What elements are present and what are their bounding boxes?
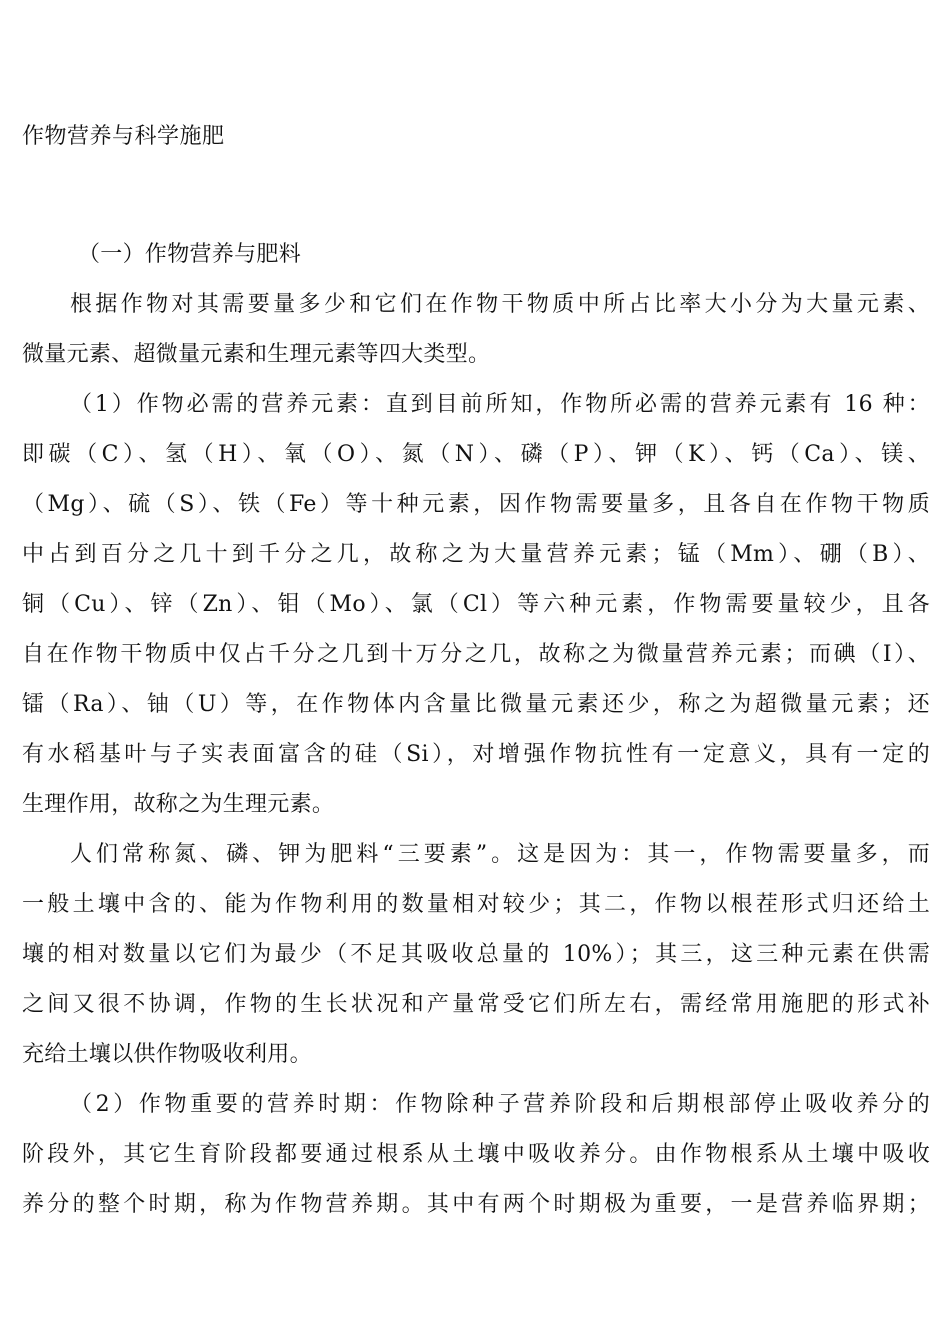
text-line: 即碳（C）、氢（H）、氧（O）、氮（N）、磷（P）、钾（K）、钙（Ca）、镁、 (22, 442, 930, 467)
text-line: 根据作物对其需要量多少和它们在作物干物质中所占比率大小分为大量元素、 (70, 292, 930, 317)
text-line: 铜（Cu）、锌（Zn）、钼（Mo）、氯（Cl）等六种元素，作物需要量较少，且各 (22, 592, 930, 617)
text-line: 生理作用，故称之为生理元素。 (22, 792, 335, 817)
text-line: 有水稻基叶与子实表面富含的硅（Si），对增强作物抗性有一定意义，具有一定的 (22, 742, 930, 767)
document-title: 作物营养与科学施肥 (22, 124, 225, 149)
text-line: （2）作物重要的营养时期：作物除种子营养阶段和后期根部停止吸收养分的 (70, 1092, 930, 1117)
text-line: 微量元素、超微量元素和生理元素等四大类型。 (22, 342, 491, 367)
text-line: 自在作物干物质中仅占千分之几到十万分之几，故称之为微量营养元素；而碘（I）、 (22, 642, 930, 667)
text-line: （1）作物必需的营养元素：直到目前所知，作物所必需的营养元素有 16 种： (70, 392, 930, 417)
text-line: 之间又很不协调，作物的生长状况和产量常受它们所左右，需经常用施肥的形式补 (22, 992, 930, 1017)
text-line: 中占到百分之几十到千分之几，故称之为大量营养元素；锰（Mm）、硼（B）、 (22, 542, 930, 567)
text-line: 阶段外，其它生育阶段都要通过根系从土壤中吸收养分。由作物根系从土壤中吸收 (22, 1142, 930, 1167)
text-line: 镭（Ra）、铀（U）等，在作物体内含量比微量元素还少，称之为超微量元素；还 (22, 692, 930, 717)
text-line: 壤的相对数量以它们为最少（不足其吸收总量的 10%）；其三，这三种元素在供需 (22, 942, 930, 967)
text-line: 人们常称氮、磷、钾为肥料“三要素”。这是因为：其一，作物需要量多，而 (70, 842, 930, 867)
text-line: （Mg）、硫（S）、铁（Fe）等十种元素，因作物需要量多，且各自在作物干物质 (22, 492, 930, 517)
text-line: 充给土壤以供作物吸收利用。 (22, 1042, 312, 1067)
text-line: （一）作物营养与肥料 (78, 242, 302, 267)
text-line: 养分的整个时期，称为作物营养期。其中有两个时期极为重要，一是营养临界期； (22, 1192, 930, 1217)
text-line: 一般土壤中含的、能为作物利用的数量相对较少；其二，作物以根茬形式归还给土 (22, 892, 930, 917)
document-body (22, 230, 930, 1230)
